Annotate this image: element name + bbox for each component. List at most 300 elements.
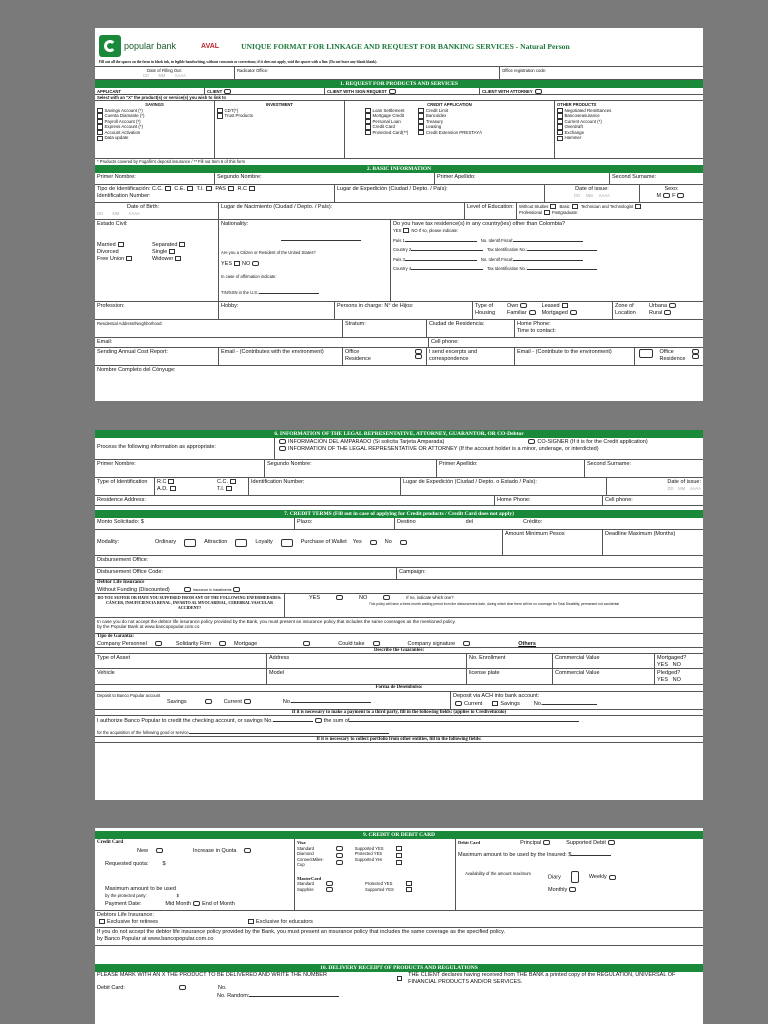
zone-label: Zone of Location — [615, 303, 636, 316]
vehicle-field[interactable]: Vehicle — [95, 669, 267, 684]
visa-option-label: Standard — [297, 845, 314, 851]
company-personnel-checkbox[interactable] — [155, 641, 162, 646]
debtors-life-label: Debtors Life Insurance: — [97, 912, 154, 918]
authorize-checkbox[interactable] — [315, 718, 322, 723]
country-label: País 3 — [393, 256, 405, 262]
client-checkbox[interactable] — [224, 89, 231, 94]
pledged-yes[interactable]: YES — [657, 677, 669, 683]
excerpts-office-label: Office — [659, 349, 674, 355]
savings-item[interactable]: Express Account (*) — [97, 124, 212, 130]
excerpts-residence-label: Residence — [659, 356, 686, 362]
collect-portfolio-heading: If it is necessary to collect portfolio from other entities, fill in the following fields: — [95, 737, 703, 744]
savings-item[interactable]: Data update — [97, 135, 212, 141]
disease-which-field[interactable]: If no, indicate which one? — [406, 594, 454, 600]
rc-label: R.C — [237, 186, 247, 192]
credit-item[interactable]: Credit Limit — [418, 108, 482, 114]
mortgage-checkbox[interactable] — [303, 641, 310, 646]
visa-protected-checkbox[interactable] — [396, 853, 402, 858]
rep-ti-checkbox[interactable] — [226, 486, 232, 491]
purchase-no-label: No — [384, 539, 392, 545]
male-checkbox[interactable] — [663, 193, 670, 198]
attraction-label: Attraction — [204, 539, 228, 545]
mastercard-options — [297, 881, 314, 892]
technician-label: Technician and Technologist — [580, 204, 634, 209]
second-surname-field[interactable]: Second Surname: — [612, 174, 657, 180]
section-10-title: 10. DELIVERY RECEIPT OF PRODUCTS AND REGULATIONS — [95, 964, 703, 972]
excerpts-label: I send excerpts and correspondence — [427, 348, 515, 365]
bp-account-no-label: No. — [282, 699, 292, 705]
tax-country-row — [393, 265, 701, 272]
cell-phone-field[interactable]: Cell phone: — [431, 339, 459, 345]
widower-label: Widower — [152, 256, 174, 262]
country-field[interactable] — [411, 265, 483, 270]
credit-item[interactable]: Loan Settlement — [365, 108, 408, 114]
savings-heading: SAVINGS — [145, 102, 164, 107]
rural-checkbox[interactable] — [664, 310, 671, 315]
card-bank-website-note: by Banco Popular at www.bancopopular.com.co — [95, 936, 703, 946]
single-checkbox[interactable] — [169, 249, 175, 254]
rep-cell-phone-field[interactable]: Cell phone: — [605, 497, 633, 503]
ordinary-checkbox[interactable] — [184, 539, 196, 547]
ach-current-checkbox[interactable] — [455, 701, 462, 706]
spouse-name-field[interactable]: Nombre Completo del Cónyuge: — [97, 367, 176, 373]
widower-checkbox[interactable] — [175, 256, 181, 261]
mortgaged-question: Mortgaged? — [657, 655, 687, 661]
tax-id-field[interactable] — [527, 246, 597, 251]
tin-label: TIN/SSN in the U.S.: — [221, 290, 260, 295]
disbursement-office-field[interactable]: Disbursement Office: — [97, 557, 149, 563]
credit-item[interactable]: Leasing — [418, 124, 482, 130]
disbursement-code-field[interactable]: Disbursement Office Code: — [95, 568, 397, 579]
stratum-field[interactable]: Stratum: — [343, 320, 427, 337]
tax-country-row — [393, 237, 701, 244]
form-header — [95, 28, 703, 60]
ach-savings-label: Savings — [500, 700, 520, 707]
us-citizen-question: Are you a Citizen or Resident of the United States? — [221, 250, 316, 255]
mastercard-option-label: Sapphire — [297, 886, 314, 892]
credit-item[interactable]: Credit Extension PRESTAYÁ — [418, 130, 482, 136]
tax-country-row — [393, 256, 701, 263]
asset-type-field[interactable]: Type of Asset — [95, 654, 267, 668]
solidarity-checkbox[interactable] — [219, 641, 226, 646]
dd-field[interactable]: DD — [143, 73, 150, 78]
model-field[interactable]: Model — [267, 669, 467, 684]
mortgage-label: Mortgage — [234, 640, 258, 647]
acquisition-label: for the acquisition of the following good or service — [97, 730, 189, 735]
mc-sapphire-checkbox[interactable] — [326, 887, 333, 892]
products-footnote: * Products covered by Fogafín's deposit insurance / ** Fill out Item 6 of this form — [97, 159, 246, 164]
mid-month-checkbox[interactable] — [193, 901, 200, 906]
divorced-label: Divorced — [97, 249, 119, 255]
excerpts-email-checkbox[interactable] — [639, 349, 653, 358]
max-insured-label: Maximum amount to be used by the Insured: $ — [458, 852, 572, 858]
retirees-label: Exclusive for retirees — [107, 919, 159, 925]
disease-no-checkbox[interactable] — [383, 595, 390, 600]
married-checkbox[interactable] — [118, 242, 124, 247]
pas-checkbox[interactable] — [228, 186, 234, 191]
credit-item[interactable]: Mortgage Credit — [365, 113, 408, 119]
deposit-ach-label: Deposit via ACH into bank account: — [453, 692, 540, 699]
rep-ad-checkbox[interactable] — [170, 486, 176, 491]
applicant-label: APPLICANT — [95, 88, 205, 94]
disease-yes-label: YES — [309, 594, 321, 601]
hobby-field[interactable]: Hobby: — [219, 302, 335, 319]
visa-options — [297, 846, 324, 868]
random-no-field[interactable] — [249, 992, 339, 997]
rep-expedition-field[interactable]: Lugar de Expedición (Ciudad / Depto. o Estado / País): — [401, 478, 607, 495]
max-deadline-field[interactable]: Deadline Maximum (Months) — [605, 531, 676, 537]
country-field[interactable] — [411, 246, 483, 251]
without-funding-checkbox[interactable] — [184, 587, 191, 592]
tax-no-label: NO If so, please indicate: — [411, 228, 459, 233]
bp-savings-checkbox[interactable] — [205, 699, 212, 704]
visa-heading: Visa — [297, 840, 306, 845]
familiar-checkbox[interactable] — [529, 310, 536, 315]
female-checkbox[interactable] — [677, 193, 684, 198]
could-take-label: Could take — [338, 640, 365, 647]
ce-checkbox[interactable] — [187, 186, 193, 191]
us-no-label: NO — [242, 260, 251, 267]
email-field[interactable]: Email: — [95, 338, 429, 347]
profession-field[interactable]: Profession: — [95, 302, 219, 319]
annual-cost-label: Sending Annual Cost Report: — [95, 348, 219, 365]
savings-item[interactable]: Account Activation — [97, 130, 212, 136]
deposit-bp-label: Deposit to Banco Popular account — [97, 692, 161, 698]
installments-checkbox[interactable] — [233, 587, 240, 592]
first-surname-field[interactable]: Primer Apellido: — [435, 173, 610, 184]
protected-party-label: by the protected party: — [105, 892, 147, 898]
visa-supported-label: Supported YES — [354, 845, 384, 851]
deliver-no-label: No. — [218, 985, 227, 991]
home-phone-field[interactable]: Home Phone: — [517, 321, 551, 327]
ce-label: C.E. — [174, 186, 186, 192]
form-page-3 — [95, 828, 703, 1024]
legal-rep-label: INFORMATION OF THE LEGAL REPRESENTATIVE OR ATTORNEY (If the account holder is a minor, underage, or interdicted) — [288, 446, 599, 452]
visa-diamond-checkbox[interactable] — [336, 853, 343, 858]
mm-field[interactable]: MM — [158, 73, 166, 78]
rep-issue-date-field[interactable] — [609, 486, 701, 492]
section-9-title: 9. CREDIT OR DEBIT CARD — [95, 831, 703, 839]
cc-checkbox[interactable] — [165, 186, 171, 191]
expedition-place-field[interactable]: Lugar de Expedición (Ciudad / Depto. / País): — [335, 185, 545, 202]
credit-item[interactable]: Protected Card(**) — [365, 130, 408, 136]
rep-id-number-field[interactable]: Identification Number: — [249, 478, 401, 495]
section-1-title: 1. REQUEST FOR PRODUCTS AND SERVICES — [95, 80, 703, 88]
insurance-policy-note: In case you do not accept the debtor life insurance policy provided by the Bank, you must present an insurance policy that includes the same coverages as the mentioned policy. — [97, 618, 456, 624]
credit-list-a[interactable] — [365, 108, 408, 136]
rep-dd: DD — [667, 486, 674, 491]
ach-account-no-label: No. — [533, 700, 543, 707]
purchase-yes-label: Yes — [352, 539, 362, 545]
credit-column — [345, 101, 555, 158]
increase-quota-checkbox[interactable] — [244, 848, 251, 853]
rep-first-name-field[interactable]: Primer Nombre: — [95, 460, 265, 477]
us-yes-label: YES — [221, 260, 233, 267]
credit-card-heading: Credit Card — [97, 840, 124, 845]
office-code-field[interactable]: Office registration code: — [502, 67, 547, 73]
tax-yes-checkbox[interactable] — [403, 228, 409, 233]
professional-checkbox[interactable] — [544, 210, 550, 215]
investment-item[interactable]: CDT(*) — [217, 108, 342, 114]
tin-field[interactable] — [259, 289, 319, 294]
acquisition-field[interactable] — [189, 729, 389, 734]
debtor-life-heading: Debtor Life Insurance — [97, 580, 145, 585]
mc-protected-checkbox[interactable] — [406, 881, 412, 886]
rep-rc-checkbox[interactable] — [168, 479, 174, 484]
waiting-period-note: This policy will have a three-month waiting period from the disbursement date, during which time there will be no coverage for Total Disability, permanent not accidental — [368, 601, 620, 606]
credit-item[interactable]: Treasury — [418, 119, 482, 125]
excerpts-residence-checkbox[interactable] — [692, 354, 699, 359]
annual-residence-checkbox[interactable] — [415, 354, 422, 359]
annual-email-option[interactable]: Email - (Contributes with the environment) — [219, 348, 343, 365]
ti-label: T.I. — [196, 186, 204, 192]
deliver-debit-checkbox[interactable] — [179, 985, 186, 990]
credit-list-b[interactable] — [418, 108, 482, 136]
rep-second-name-field[interactable]: Segundo Nombre: — [265, 460, 437, 477]
ti-checkbox[interactable] — [206, 186, 212, 191]
visa-connectmiles-checkbox[interactable] — [336, 860, 343, 865]
country-label: Country 2 — [393, 247, 412, 252]
company-signature-label: Company signature — [407, 640, 456, 647]
rep-id-type-label: Type of Identification — [95, 478, 155, 495]
own-checkbox[interactable] — [520, 303, 527, 308]
company-personnel-label: Company Personnel — [97, 640, 147, 647]
us-no-checkbox[interactable] — [252, 261, 259, 266]
id-type-label: Tipo de Identificación: C.C. — [97, 186, 163, 192]
persons-in-charge-field[interactable]: Persons in charge: N° de Hijos: — [335, 302, 473, 319]
rc-checkbox[interactable] — [249, 186, 255, 191]
legal-rep-option[interactable] — [279, 446, 286, 451]
savings-item[interactable]: Payroll Account (*) — [97, 119, 212, 125]
educators-label: Exclusive for educators — [256, 919, 313, 925]
technician-checkbox[interactable] — [635, 204, 641, 209]
attraction-checkbox[interactable] — [235, 539, 247, 547]
retirees-checkbox[interactable] — [99, 919, 105, 924]
savings-item[interactable]: Cuenta Diamante (*) — [97, 113, 212, 119]
mastercard-option-label: Standard — [297, 881, 314, 886]
mc-standard-checkbox[interactable] — [326, 881, 333, 886]
investment-item[interactable]: Trust Products — [217, 113, 342, 119]
weekly-checkbox[interactable] — [609, 875, 616, 880]
supported-debit-label: Supported Debit — [566, 840, 606, 846]
birth-place-field[interactable]: Lugar de Nacimiento (Ciudad / Depto. / País): — [219, 203, 465, 219]
modality-label: Modality: — [97, 539, 120, 545]
guarantee-type-heading: Tipo de Garantía: — [97, 634, 134, 639]
form-title: UNIQUE FORMAT FOR LINKAGE AND REQUEST FOR BANKING SERVICES - Natural Person — [241, 41, 570, 51]
other-product-item[interactable]: Current Account (*) — [557, 119, 701, 125]
visa-supported2-checkbox[interactable] — [396, 860, 402, 865]
other-list[interactable] — [557, 108, 701, 142]
issue-mm: MM — [585, 193, 593, 198]
separated-label: Separated — [152, 242, 178, 248]
tax-id-label: Tax Identification No.: — [487, 247, 528, 252]
issue-date-field[interactable] — [547, 193, 637, 199]
principal-checkbox[interactable] — [543, 840, 550, 845]
term-field[interactable]: Plazo: — [295, 518, 395, 529]
civil-status-label: Estado Civil: — [97, 221, 128, 227]
address-field[interactable]: Residential Address/Neighborhood: — [95, 320, 343, 337]
rep-home-phone-field[interactable]: Home Phone: — [495, 496, 603, 505]
nationality-field[interactable] — [281, 236, 361, 241]
asset-address-field[interactable]: Address — [267, 654, 467, 668]
amparado-label: INFORMACIÓN DEL AMPARADO (Si solicita Tarjeta Amparada) — [288, 439, 445, 445]
client-sign-checkbox[interactable] — [389, 89, 396, 94]
client-attorney-checkbox[interactable] — [535, 89, 542, 94]
other-product-item[interactable]: Exchange — [557, 130, 701, 136]
us-yes-checkbox[interactable] — [234, 261, 240, 266]
savings-list[interactable] — [97, 108, 212, 142]
ach-savings-checkbox[interactable] — [492, 701, 498, 706]
new-card-checkbox[interactable] — [156, 848, 163, 853]
tax-id-field[interactable] — [513, 237, 583, 242]
other-product-item[interactable]: Hammer — [557, 135, 701, 141]
max-used-label: Maximum amount to be used — [105, 885, 176, 892]
investment-heading: INVESTMENT — [266, 102, 293, 107]
country-field[interactable] — [405, 256, 477, 261]
free-union-checkbox[interactable] — [126, 256, 132, 261]
credit-destination-field[interactable]: Crédito: — [523, 519, 543, 525]
requested-amount-field[interactable]: Monto Solicitado: $ — [95, 518, 295, 529]
dob-mm: MM — [112, 211, 120, 216]
max-insured-field[interactable] — [571, 851, 611, 856]
bp-current-label: Current — [223, 699, 242, 705]
investment-column — [215, 101, 345, 158]
visa-option-label: ConnectMiles- — [297, 856, 324, 862]
contact-time-field[interactable]: Time to contact: — [517, 328, 556, 334]
end-month-label: End of Month — [202, 901, 235, 907]
annual-residence-label: Residence — [345, 356, 371, 362]
investment-list[interactable] — [217, 108, 342, 119]
first-name-field[interactable]: Primer Nombre: — [95, 173, 215, 184]
asset-value-field[interactable]: Commercial Value — [553, 654, 655, 668]
tax-id-field[interactable] — [527, 265, 597, 270]
pas-label: PAS — [215, 186, 226, 192]
could-take-checkbox[interactable] — [373, 641, 380, 646]
mastercard-supported-options — [365, 881, 394, 892]
mortgaged-no[interactable]: NO — [672, 662, 681, 668]
bp-account-field[interactable] — [291, 698, 371, 703]
card-insurance-note: If you do not accept the debtor life insurance policy provided by the Bank, you must present an insurance policy that includes the same coverage as the specified policy. — [97, 929, 506, 935]
rep-cc-checkbox[interactable] — [230, 479, 236, 484]
destination-label: Destino — [397, 519, 416, 525]
yyyy-field[interactable]: AAAA — [174, 73, 186, 78]
section-6-title: 6. INFORMATION OF THE LEGAL REPRESENTATIVE, ATTORNEY, GUARANTOR, OR CO-Debtor — [95, 430, 703, 438]
regulation-declaration: THE CLIENT declares having received from THE BANK a printed copy of the REGULATION, UNIVERSAL OF FINANCIAL PRODUCTS AND/OR SERVICES. — [408, 972, 676, 985]
credit-item[interactable]: Credit Card — [365, 124, 408, 130]
amparado-option[interactable] — [279, 439, 286, 444]
license-plate-field[interactable]: license plate — [467, 669, 553, 684]
solidarity-label: Solidarity Firm — [175, 640, 211, 647]
partner-logo: AVAL — [201, 42, 220, 50]
urban-checkbox[interactable] — [669, 303, 676, 308]
company-signature-checkbox[interactable] — [463, 641, 470, 646]
credit-item[interactable]: Bancoldex — [418, 113, 482, 119]
purchase-yes-checkbox[interactable] — [370, 540, 377, 545]
disease-question: DO YOU SUFFER OR HAVE YOU SUFFERED FROM ANY OF THE FOLLOWING ENFERMEDADES: CÁNCER, INSUFICIENCIA RENAL, INFARTO AL MYOCARDIAL, CEREBRAL VASCULAR ACCIDENT? — [95, 594, 285, 617]
vehicle-value-field[interactable]: Commercial Value — [553, 669, 655, 684]
separated-checkbox[interactable] — [179, 242, 185, 247]
educators-checkbox[interactable] — [248, 919, 254, 924]
visa-supported-label: Supported Yes — [354, 856, 383, 862]
random-no-label: No. Random: — [217, 993, 250, 999]
client-attorney-label: CLIENT WITH ATTORNEY — [482, 88, 533, 94]
sex-label: Sexo: — [664, 186, 679, 192]
ordinary-label: Ordinary — [155, 539, 177, 545]
sum-field[interactable] — [349, 717, 579, 722]
enrollment-field[interactable]: No. Enrollment — [467, 654, 553, 668]
rep-cc-label: C.C. — [217, 479, 228, 485]
urban-label: Urbana — [649, 303, 668, 309]
authorize-account-field[interactable] — [273, 717, 313, 722]
visa-standard-checkbox[interactable] — [336, 846, 343, 851]
disease-yes-checkbox[interactable] — [336, 595, 343, 600]
housing-label: Type of Housing — [475, 303, 496, 316]
nationality-label: Nationality: — [221, 221, 249, 227]
leased-label: Leased — [541, 303, 560, 309]
monthly-checkbox[interactable] — [569, 887, 576, 892]
radicator-field[interactable]: Radicator Office: — [235, 67, 500, 79]
cosigner-option[interactable] — [528, 439, 535, 444]
tax-id-field[interactable] — [513, 256, 583, 261]
min-amount-field[interactable]: Amount Minimum Pesos — [503, 530, 603, 555]
savings-item[interactable]: Savings Account (*) — [97, 108, 212, 114]
dob-field[interactable] — [97, 211, 216, 217]
pledged-no[interactable]: NO — [672, 677, 681, 683]
diary-checkbox[interactable] — [571, 871, 579, 883]
purchase-no-checkbox[interactable] — [400, 540, 407, 545]
mortgaged-yes[interactable]: YES — [657, 662, 669, 668]
loyalty-checkbox[interactable] — [281, 539, 293, 547]
other-product-item[interactable]: Negotiated Remittances — [557, 108, 701, 114]
rep-rc-label: R.C — [157, 479, 167, 485]
instructions: Fill out all the spaces on the form in black ink, in legible handwriting, without crossouts or corrections; if it does not apply, void the spaces with a line. (Do not leave any blank blank). — [99, 60, 378, 64]
tax-id-label: Tax Identification No.: — [487, 266, 528, 271]
second-name-field[interactable]: Segundo Nombre: — [215, 173, 435, 184]
city-residence-field[interactable]: Ciudad de Residencia: — [427, 320, 515, 337]
married-label: Married — [97, 242, 116, 248]
availability-label: Availability of the amount maximum — [465, 871, 531, 876]
rep-address-field[interactable]: Residence Address: — [95, 496, 495, 505]
other-product-item[interactable]: Overdraft — [557, 124, 701, 130]
credit-item[interactable]: Personal Loan — [365, 119, 408, 125]
campaign-field[interactable]: Campaign: — [399, 569, 426, 575]
tax-countries — [393, 237, 701, 272]
visa-supported-label: Protected YES — [354, 851, 383, 856]
bp-current-checkbox[interactable] — [244, 699, 251, 704]
rep-second-surname-field[interactable]: Second Surname: — [587, 461, 632, 467]
leased-checkbox[interactable] — [562, 303, 568, 308]
mortgaged-checkbox[interactable] — [570, 310, 577, 315]
cosigner-label: CO-SIGNER (If it is for the Credit application) — [537, 439, 648, 445]
supported-debit-checkbox[interactable] — [608, 840, 615, 845]
mc-supported-checkbox[interactable] — [406, 887, 412, 892]
purchase-label: Purchase of Wallet — [300, 539, 347, 545]
ach-current-label: Current — [464, 700, 483, 707]
excerpts-email-option[interactable]: Email - (Contribute to the environment) — [515, 348, 635, 365]
id-number-field[interactable]: Identification Number: — [97, 193, 151, 199]
regulation-received-checkbox[interactable] — [397, 976, 402, 981]
authorize-label: I authorize Banco Popular to credit the checking account, or savings No. — [97, 718, 273, 724]
female-label: F — [672, 193, 676, 199]
professional-label: Professional — [519, 209, 543, 215]
increase-quota-label: Increase in Quota — [193, 847, 237, 854]
country-field[interactable] — [405, 237, 477, 242]
ach-account-field[interactable] — [542, 700, 597, 705]
other-product-item[interactable]: Bancoseasurance — [557, 113, 701, 119]
visa-supported-checkbox[interactable] — [396, 846, 402, 851]
rep-first-surname-field[interactable]: Primer Apellido: — [437, 460, 585, 477]
tax-residence-question: Do you have tax residence(s) in any country(ies) other than Colombia? — [393, 221, 566, 227]
